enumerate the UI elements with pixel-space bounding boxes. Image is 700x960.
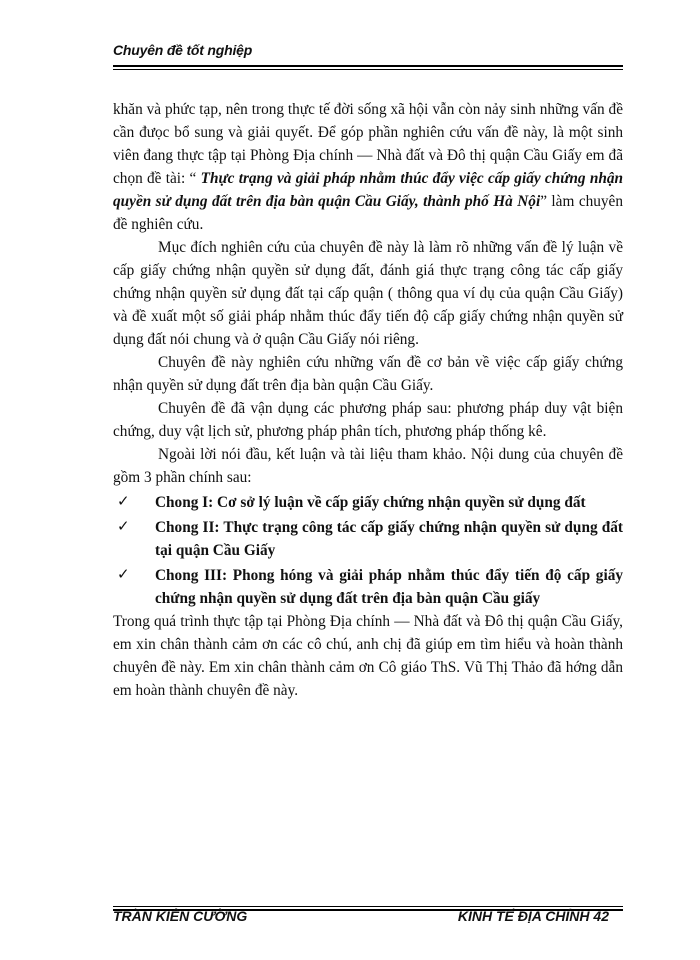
chapter-item	[113, 516, 623, 562]
paragraph-intro	[113, 98, 623, 236]
chapter-label: Chong II: Thực trạng công tác cấp giấy chứng nhận quyền sử dụng đất tại quận Cầu Giấy	[155, 519, 623, 559]
footer-author: TRẦN KIÊN CƯỜNG	[113, 908, 248, 924]
paragraph-acknowledgement: Trong quá trình thực tập tại Phòng Địa chính — Nhà đất và Đô thị quận Cầu Giấy, em xin chân thành cảm ơn các cô chú, anh chị đã giúp em tìm hiểu và hoàn thành chuyên đề này. Em xin chân thành cảm ơn Cô giáo ThS. Vũ Thị Thảo đã hớng dẫn em hoàn thành chuyên đề này.	[113, 613, 623, 699]
footer-class: KINH TẾ ĐỊA CHÍNH 42	[457, 908, 609, 924]
page-header	[113, 42, 623, 58]
document-body	[113, 98, 623, 702]
paragraph-methods: Chuyên đề đã vận dụng các phương pháp sau: phương pháp duy vật biện chứng, duy vật lịch sử, phương pháp phân tích, phương pháp thống kê.	[113, 400, 623, 440]
header-title: Chuyên đề tốt nghiệp	[113, 42, 253, 58]
check-icon: ✓	[117, 517, 130, 535]
paragraph-structure: Ngoài lời nói đầu, kết luận và tài liệu tham khảo. Nội dung của chuyên đề gồm 3 phần chính sau:	[113, 446, 623, 486]
chapter-item	[113, 564, 623, 610]
header-divider	[113, 65, 623, 67]
paragraph-purpose: Mục đích nghiên cứu của chuyên đề này là làm rõ những vấn đề lý luận về cấp giấy chứng nhận quyền sử dụng đất, đánh giá thực trạng công tác cấp giấy chứng nhận quyền sử dụng đất tại cấp quận ( thông qua ví dụ của quận Cầu Giấy) và đề xuất một số giải pháp nhằm thúc đẩy tiến độ cấp giấy chứng nhận quyền sử dụng đất nói chung và ở quận Cầu Giấy nói riêng.	[113, 239, 623, 348]
intro-text: khăn và phức tạp, nên trong thực tế đời sống xã hội vẫn còn nảy sinh những vấn đề cần đưọc bổ sung và giải quyết. Để góp phần nghiên cứu vấn đề này, là một sinh viên đang thực tập tại Phòng Địa chính — Nhà đất và Đô thị quận Cầu Giấy em đã chọn đề tài: “	[113, 101, 623, 187]
thesis-topic: Thực trạng và giải pháp nhằm thúc đẩy việc cấp giấy chứng nhận quyền sử dụng đất trên địa bàn quận Cầu Giấy, thành phố Hà Nội	[113, 170, 623, 210]
check-icon: ✓	[117, 565, 130, 583]
intro-text-end: ” làm chuyên đề nghiên cứu.	[113, 193, 623, 233]
chapter-item	[113, 491, 623, 514]
header-divider-thin	[113, 69, 623, 70]
footer-divider	[113, 906, 623, 907]
page-footer	[113, 906, 623, 926]
chapter-label: Chong III: Phong hóng và giải pháp nhằm thúc đẩy tiến độ cấp giấy chứng nhận quyền sử dụng đất trên địa bàn quận Cầu giấy	[155, 567, 623, 607]
check-icon: ✓	[117, 492, 130, 510]
chapter-label: Chong I: Cơ sở lý luận về cấp giấy chứng nhận quyền sử dụng đất	[155, 494, 586, 511]
chapter-list	[113, 491, 623, 610]
paragraph-scope: Chuyên đề này nghiên cứu những vấn đề cơ bản về việc cấp giấy chứng nhận quyền sử dụng đất trên địa bàn quận Cầu Giấy.	[113, 354, 623, 394]
